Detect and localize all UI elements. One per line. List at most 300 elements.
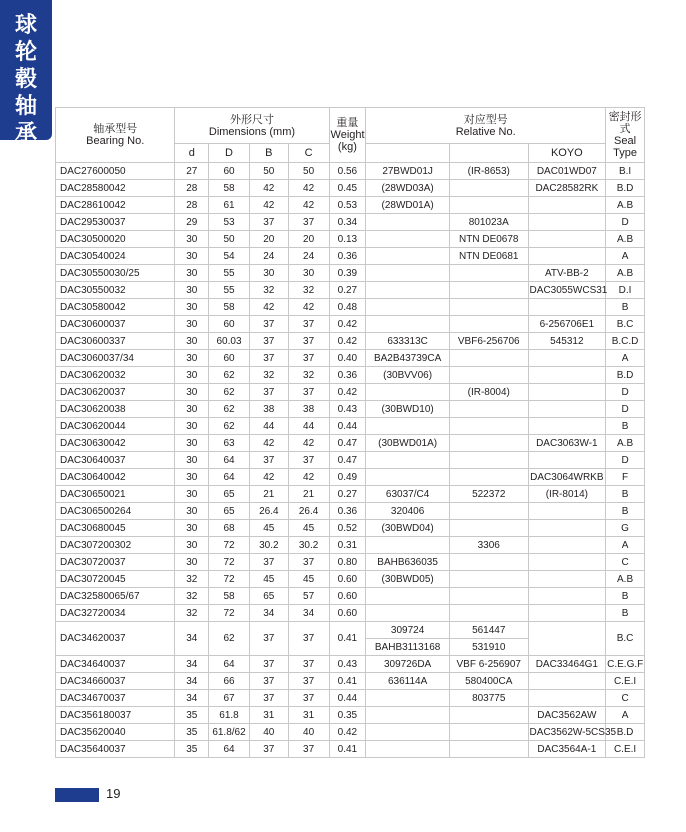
cell-d: 30 [175, 435, 209, 452]
cell-B: 45 [249, 520, 288, 537]
cell-model: DAC28580042 [56, 180, 175, 197]
cell-relative-1 [366, 384, 450, 401]
cell-koyo: (IR-8014) [528, 486, 606, 503]
cell-D: 62 [209, 367, 250, 384]
cell-weight: 0.56 [329, 163, 366, 180]
cell-seal: F [606, 469, 645, 486]
cell-C: 40 [288, 724, 329, 741]
cell-koyo: 545312 [528, 333, 606, 350]
cell-weight: 0.49 [329, 469, 366, 486]
cell-B: 40 [249, 724, 288, 741]
cell-model: DAC34640037 [56, 656, 175, 673]
cell-koyo [528, 350, 606, 367]
cell-relative-1 [366, 537, 450, 554]
cell-B: 34 [249, 605, 288, 622]
table-row [56, 248, 645, 265]
cell-relative-1 [366, 605, 450, 622]
cell-weight: 0.36 [329, 503, 366, 520]
cell-B: 37 [249, 673, 288, 690]
cell-weight: 0.36 [329, 248, 366, 265]
cell-B: 65 [249, 588, 288, 605]
cell-C: 26.4 [288, 503, 329, 520]
cell-B: 42 [249, 469, 288, 486]
cell-weight: 0.80 [329, 554, 366, 571]
cell-d: 30 [175, 554, 209, 571]
table-row [56, 537, 645, 554]
cell-d: 30 [175, 350, 209, 367]
cell-d: 30 [175, 282, 209, 299]
cell-seal: B [606, 588, 645, 605]
cell-relative-2: NTN DE0678 [449, 231, 528, 248]
cell-seal: D.I [606, 282, 645, 299]
table-row [56, 350, 645, 367]
cell-d: 30 [175, 316, 209, 333]
cell-model: DAC30620037 [56, 384, 175, 401]
cell-relative-2: 801023A [449, 214, 528, 231]
cell-C: 37 [288, 622, 329, 656]
cell-weight: 0.43 [329, 401, 366, 418]
cell-koyo [528, 520, 606, 537]
cell-D: 67 [209, 690, 250, 707]
cell-weight: 0.42 [329, 316, 366, 333]
cell-d: 30 [175, 486, 209, 503]
cell-d: 27 [175, 163, 209, 180]
cell-d: 32 [175, 605, 209, 622]
cell-D: 61.8/62 [209, 724, 250, 741]
cell-D: 58 [209, 180, 250, 197]
cell-relative-1: (30BWD04) [366, 520, 450, 537]
cell-seal: B [606, 299, 645, 316]
cell-relative-1 [366, 299, 450, 316]
cell-relative-1 [366, 452, 450, 469]
cell-relative-2 [449, 367, 528, 384]
table-row [56, 231, 645, 248]
cell-seal: A.B [606, 571, 645, 588]
cell-koyo: DAC3063W-1 [528, 435, 606, 452]
cell-weight: 0.34 [329, 214, 366, 231]
cell-relative-1 [366, 418, 450, 435]
bearing-spec-table [55, 107, 645, 758]
table-row [56, 265, 645, 282]
cell-koyo [528, 503, 606, 520]
cell-C: 38 [288, 401, 329, 418]
cell-relative-1: 309726DA [366, 656, 450, 673]
cell-B: 26.4 [249, 503, 288, 520]
cell-seal: A [606, 537, 645, 554]
cell-relative-2 [449, 452, 528, 469]
header-relative-no: 对应型号 Relative No. [366, 108, 606, 144]
cell-seal: B.C [606, 622, 645, 656]
cell-D: 60 [209, 316, 250, 333]
cell-model: DAC30550030/25 [56, 265, 175, 282]
cell-koyo: DAC3564A-1 [528, 741, 606, 758]
cell-weight: 0.60 [329, 588, 366, 605]
cell-relative-2: NTN DE0681 [449, 248, 528, 265]
cell-koyo [528, 384, 606, 401]
cell-model: DAC30620032 [56, 367, 175, 384]
cell-seal: G [606, 520, 645, 537]
page-marker-bar [55, 788, 99, 802]
cell-model: DAC356180037 [56, 707, 175, 724]
cell-B: 37 [249, 214, 288, 231]
cell-relative-2a: 561447 [449, 622, 528, 639]
header-weight: 重量 Weight (kg) [329, 108, 366, 163]
cell-B: 42 [249, 435, 288, 452]
table-row [56, 316, 645, 333]
cell-D: 62 [209, 418, 250, 435]
cell-seal: D [606, 452, 645, 469]
table-row [56, 673, 645, 690]
cell-relative-2 [449, 180, 528, 197]
table-row [56, 554, 645, 571]
cell-relative-1 [366, 265, 450, 282]
cell-D: 72 [209, 605, 250, 622]
cell-relative-2 [449, 707, 528, 724]
cell-koyo [528, 622, 606, 656]
cell-model: DAC34620037 [56, 622, 175, 656]
header-d: d [175, 144, 209, 163]
table-row [56, 605, 645, 622]
cell-weight: 0.31 [329, 537, 366, 554]
cell-B: 42 [249, 299, 288, 316]
cell-model: DAC30540024 [56, 248, 175, 265]
cell-koyo: DAC3064WRKB [528, 469, 606, 486]
cell-D: 54 [209, 248, 250, 265]
cell-C: 32 [288, 367, 329, 384]
cell-relative-2 [449, 265, 528, 282]
cell-model: DAC30600037 [56, 316, 175, 333]
cell-relative-1: (28WD03A) [366, 180, 450, 197]
cell-C: 20 [288, 231, 329, 248]
header-seal-type: 密封形式 Seal Type [606, 108, 645, 163]
cell-relative-1: (30BWD05) [366, 571, 450, 588]
cell-C: 42 [288, 180, 329, 197]
cell-D: 68 [209, 520, 250, 537]
table-row [56, 571, 645, 588]
cell-weight: 0.45 [329, 180, 366, 197]
cell-koyo [528, 299, 606, 316]
cell-seal: A.B [606, 197, 645, 214]
cell-D: 62 [209, 622, 250, 656]
cell-koyo: 6-256706E1 [528, 316, 606, 333]
cell-seal: D [606, 384, 645, 401]
side-section-title: 球轮毂轴承 [14, 13, 37, 146]
table-row [56, 452, 645, 469]
cell-C: 42 [288, 299, 329, 316]
cell-relative-2 [449, 350, 528, 367]
cell-koyo [528, 231, 606, 248]
cell-d: 28 [175, 197, 209, 214]
cell-d: 30 [175, 333, 209, 350]
cell-model: DAC32580065/67 [56, 588, 175, 605]
cell-D: 72 [209, 537, 250, 554]
header-koyo: KOYO [528, 144, 606, 163]
cell-C: 50 [288, 163, 329, 180]
cell-relative-1: BAHB636035 [366, 554, 450, 571]
cell-seal: B [606, 418, 645, 435]
cell-relative-1 [366, 707, 450, 724]
table-row [56, 384, 645, 401]
cell-D: 63 [209, 435, 250, 452]
cell-d: 30 [175, 469, 209, 486]
cell-koyo [528, 401, 606, 418]
table-row [56, 367, 645, 384]
table-row [56, 163, 645, 180]
cell-model: DAC30720045 [56, 571, 175, 588]
cell-model: DAC32720034 [56, 605, 175, 622]
cell-d: 30 [175, 265, 209, 282]
header-relative-2 [449, 144, 528, 163]
cell-C: 37 [288, 333, 329, 350]
cell-B: 37 [249, 690, 288, 707]
cell-relative-1: (28WD01A) [366, 197, 450, 214]
cell-weight: 0.60 [329, 605, 366, 622]
cell-weight: 0.35 [329, 707, 366, 724]
cell-seal: A.B [606, 231, 645, 248]
cell-relative-1 [366, 469, 450, 486]
cell-C: 37 [288, 554, 329, 571]
cell-d: 34 [175, 656, 209, 673]
cell-relative-2 [449, 520, 528, 537]
cell-D: 61.8 [209, 707, 250, 724]
cell-relative-1: (30BWD10) [366, 401, 450, 418]
table-header-row [56, 108, 645, 144]
cell-d: 30 [175, 452, 209, 469]
cell-model: DAC30500020 [56, 231, 175, 248]
cell-B: 37 [249, 656, 288, 673]
cell-koyo: DAC3055WCS31 [528, 282, 606, 299]
cell-C: 37 [288, 741, 329, 758]
table-body-double-row [56, 622, 645, 656]
cell-relative-2 [449, 299, 528, 316]
table-body-upper [56, 163, 645, 622]
cell-weight: 0.41 [329, 673, 366, 690]
cell-seal: C.E.I [606, 741, 645, 758]
cell-B: 30 [249, 265, 288, 282]
cell-weight: 0.60 [329, 571, 366, 588]
cell-koyo [528, 673, 606, 690]
cell-koyo [528, 214, 606, 231]
table-row [56, 622, 645, 639]
cell-relative-2 [449, 435, 528, 452]
cell-relative-2 [449, 554, 528, 571]
cell-koyo [528, 197, 606, 214]
cell-koyo: ATV-BB-2 [528, 265, 606, 282]
header-relative-1 [366, 144, 450, 163]
cell-relative-2: 3306 [449, 537, 528, 554]
page-number: 19 [106, 786, 121, 801]
cell-d: 30 [175, 248, 209, 265]
cell-koyo [528, 452, 606, 469]
cell-relative-2 [449, 741, 528, 758]
cell-model: DAC30640037 [56, 452, 175, 469]
cell-relative-2 [449, 418, 528, 435]
cell-d: 29 [175, 214, 209, 231]
cell-relative-1 [366, 231, 450, 248]
cell-C: 31 [288, 707, 329, 724]
cell-B: 50 [249, 163, 288, 180]
cell-C: 37 [288, 350, 329, 367]
table-row [56, 282, 645, 299]
cell-d: 34 [175, 622, 209, 656]
cell-koyo: DAC3562W-5CS35 [528, 724, 606, 741]
cell-model: DAC30650021 [56, 486, 175, 503]
cell-weight: 0.42 [329, 384, 366, 401]
cell-D: 72 [209, 554, 250, 571]
cell-model: DAC34660037 [56, 673, 175, 690]
cell-seal: A [606, 350, 645, 367]
table-row [56, 503, 645, 520]
cell-model: DAC30720037 [56, 554, 175, 571]
cell-seal: B.D [606, 367, 645, 384]
cell-relative-1 [366, 724, 450, 741]
cell-B: 37 [249, 384, 288, 401]
cell-weight: 0.47 [329, 452, 366, 469]
cell-B: 37 [249, 350, 288, 367]
cell-B: 37 [249, 316, 288, 333]
cell-weight: 0.48 [329, 299, 366, 316]
cell-model: DAC29530037 [56, 214, 175, 231]
cell-C: 42 [288, 435, 329, 452]
cell-D: 60 [209, 350, 250, 367]
cell-koyo: DAC01WD07 [528, 163, 606, 180]
cell-B: 37 [249, 622, 288, 656]
header-B: B [249, 144, 288, 163]
cell-C: 37 [288, 656, 329, 673]
cell-D: 55 [209, 265, 250, 282]
header-C: C [288, 144, 329, 163]
cell-d: 30 [175, 520, 209, 537]
cell-koyo [528, 571, 606, 588]
table-row [56, 588, 645, 605]
cell-weight: 0.27 [329, 282, 366, 299]
cell-relative-1 [366, 316, 450, 333]
cell-relative-1: (30BWD01A) [366, 435, 450, 452]
cell-seal: B [606, 486, 645, 503]
cell-model: DAC306500264 [56, 503, 175, 520]
cell-koyo [528, 690, 606, 707]
cell-koyo [528, 605, 606, 622]
cell-seal: B.D [606, 180, 645, 197]
cell-koyo [528, 537, 606, 554]
cell-relative-1a: 309724 [366, 622, 450, 639]
cell-D: 53 [209, 214, 250, 231]
cell-weight: 0.40 [329, 350, 366, 367]
cell-d: 30 [175, 299, 209, 316]
cell-B: 21 [249, 486, 288, 503]
cell-relative-1: 633313C [366, 333, 450, 350]
cell-B: 38 [249, 401, 288, 418]
cell-seal: B.D [606, 724, 645, 741]
cell-koyo [528, 588, 606, 605]
cell-B: 31 [249, 707, 288, 724]
cell-relative-2 [449, 503, 528, 520]
cell-seal: D [606, 214, 645, 231]
cell-model: DAC3060037/34 [56, 350, 175, 367]
cell-seal: B [606, 503, 645, 520]
cell-B: 32 [249, 367, 288, 384]
cell-D: 61 [209, 197, 250, 214]
cell-weight: 0.42 [329, 724, 366, 741]
table-row [56, 469, 645, 486]
cell-C: 44 [288, 418, 329, 435]
cell-seal: A.B [606, 435, 645, 452]
cell-D: 58 [209, 299, 250, 316]
cell-relative-1 [366, 214, 450, 231]
cell-D: 66 [209, 673, 250, 690]
table-row [56, 656, 645, 673]
cell-seal: B.C [606, 316, 645, 333]
cell-relative-2: (IR-8004) [449, 384, 528, 401]
cell-D: 64 [209, 656, 250, 673]
cell-C: 45 [288, 571, 329, 588]
cell-relative-1 [366, 690, 450, 707]
cell-D: 65 [209, 486, 250, 503]
cell-model: DAC27600050 [56, 163, 175, 180]
table-row [56, 724, 645, 741]
cell-relative-2 [449, 469, 528, 486]
cell-model: DAC28610042 [56, 197, 175, 214]
cell-D: 50 [209, 231, 250, 248]
table-row [56, 520, 645, 537]
cell-model: DAC30620044 [56, 418, 175, 435]
cell-d: 30 [175, 231, 209, 248]
cell-seal: C [606, 554, 645, 571]
cell-seal: A [606, 248, 645, 265]
cell-d: 35 [175, 707, 209, 724]
cell-seal: C [606, 690, 645, 707]
cell-C: 30 [288, 265, 329, 282]
cell-weight: 0.41 [329, 622, 366, 656]
cell-D: 62 [209, 401, 250, 418]
cell-relative-2: 803775 [449, 690, 528, 707]
cell-B: 45 [249, 571, 288, 588]
table-row [56, 741, 645, 758]
cell-D: 64 [209, 741, 250, 758]
cell-koyo: DAC3562AW [528, 707, 606, 724]
cell-C: 37 [288, 384, 329, 401]
cell-weight: 0.39 [329, 265, 366, 282]
side-section-tab [0, 0, 52, 146]
cell-relative-2: 522372 [449, 486, 528, 503]
cell-model: DAC30580042 [56, 299, 175, 316]
cell-B: 42 [249, 197, 288, 214]
header-D: D [209, 144, 250, 163]
table-row [56, 707, 645, 724]
cell-d: 32 [175, 588, 209, 605]
cell-d: 30 [175, 384, 209, 401]
cell-relative-2: (IR-8653) [449, 163, 528, 180]
cell-D: 65 [209, 503, 250, 520]
cell-B: 37 [249, 741, 288, 758]
cell-relative-2 [449, 401, 528, 418]
cell-relative-1 [366, 282, 450, 299]
cell-relative-1: BA2B43739CA [366, 350, 450, 367]
cell-model: DAC30620038 [56, 401, 175, 418]
table-row [56, 214, 645, 231]
cell-D: 64 [209, 452, 250, 469]
cell-relative-1: 320406 [366, 503, 450, 520]
table-row [56, 418, 645, 435]
cell-B: 37 [249, 333, 288, 350]
cell-C: 24 [288, 248, 329, 265]
cell-B: 37 [249, 452, 288, 469]
cell-seal: B.I [606, 163, 645, 180]
cell-d: 32 [175, 571, 209, 588]
cell-d: 30 [175, 537, 209, 554]
cell-seal: A [606, 707, 645, 724]
cell-weight: 0.52 [329, 520, 366, 537]
